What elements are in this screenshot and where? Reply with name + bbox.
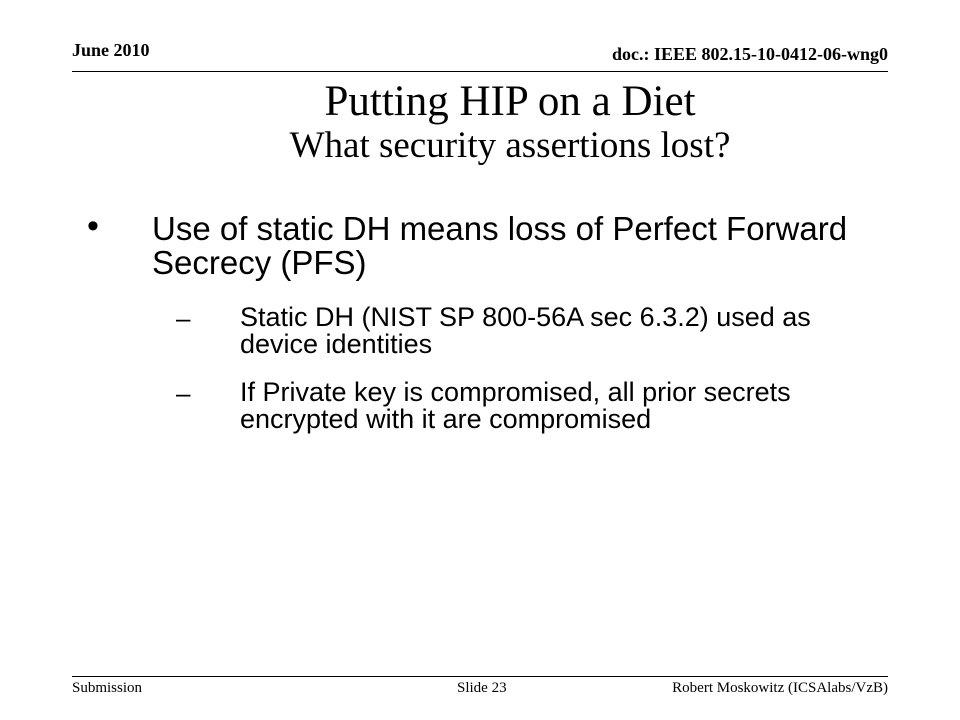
footer-author: Robert Moskowitz (ICSAlabs/VzB) <box>672 680 888 696</box>
footer-submission: Submission <box>72 680 143 696</box>
header-doc-id: doc.: IEEE 802.15-10-0412-06-wng0 <box>611 44 888 64</box>
bullet-text: Use of static DH means loss of Perfect Forward Secrecy (PFS) <box>152 210 848 281</box>
header-date: June 2010 <box>72 40 150 60</box>
footer-divider <box>72 676 888 677</box>
bullet-marker: • <box>87 207 99 245</box>
sub-bullet-marker: – <box>176 303 191 333</box>
sub-bullet-text: If Private key is compromised, all prior secrets encrypted with it are compromised <box>240 377 791 434</box>
title-subtitle: What security assertions lost? <box>289 125 731 166</box>
sub-bullet-text: Static DH (NIST SP 800-56A sec 6.3.2) used as device identities <box>240 302 811 359</box>
footer-slide-number: Slide 23 <box>457 680 507 696</box>
sub-bullet-marker: – <box>176 378 191 408</box>
title-main: Putting HIP on a Diet <box>324 78 696 125</box>
